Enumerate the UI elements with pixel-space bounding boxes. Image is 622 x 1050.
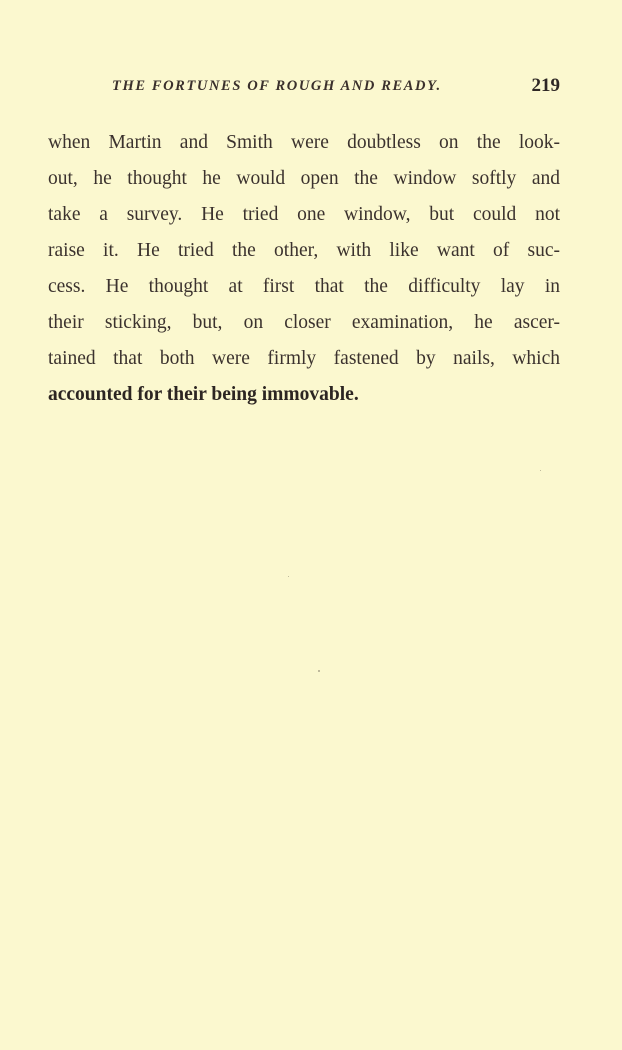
text-line: out, he thought he would open the window softly and [48, 168, 560, 189]
body-paragraph [48, 125, 560, 413]
text-line: take a survey. He tried one window, but could not [48, 204, 560, 225]
page-number: 219 [531, 75, 560, 96]
paper-speck [318, 670, 320, 672]
text-line: cess. He thought at first that the difficulty lay in [48, 276, 560, 297]
text-line: their sticking, but, on closer examination, he ascer- [48, 312, 560, 333]
text-line: raise it. He tried the other, with like want of suc- [48, 240, 560, 261]
paper-speck [540, 470, 541, 471]
running-title: THE FORTUNES OF ROUGH AND READY. [112, 78, 442, 94]
text-line: accounted for their being immovable. [48, 384, 359, 405]
text-line: when Martin and Smith were doubtless on the look- [48, 132, 560, 153]
paper-speck [288, 576, 289, 577]
text-line: tained that both were firmly fastened by nails, which [48, 348, 560, 369]
running-head [48, 75, 560, 104]
